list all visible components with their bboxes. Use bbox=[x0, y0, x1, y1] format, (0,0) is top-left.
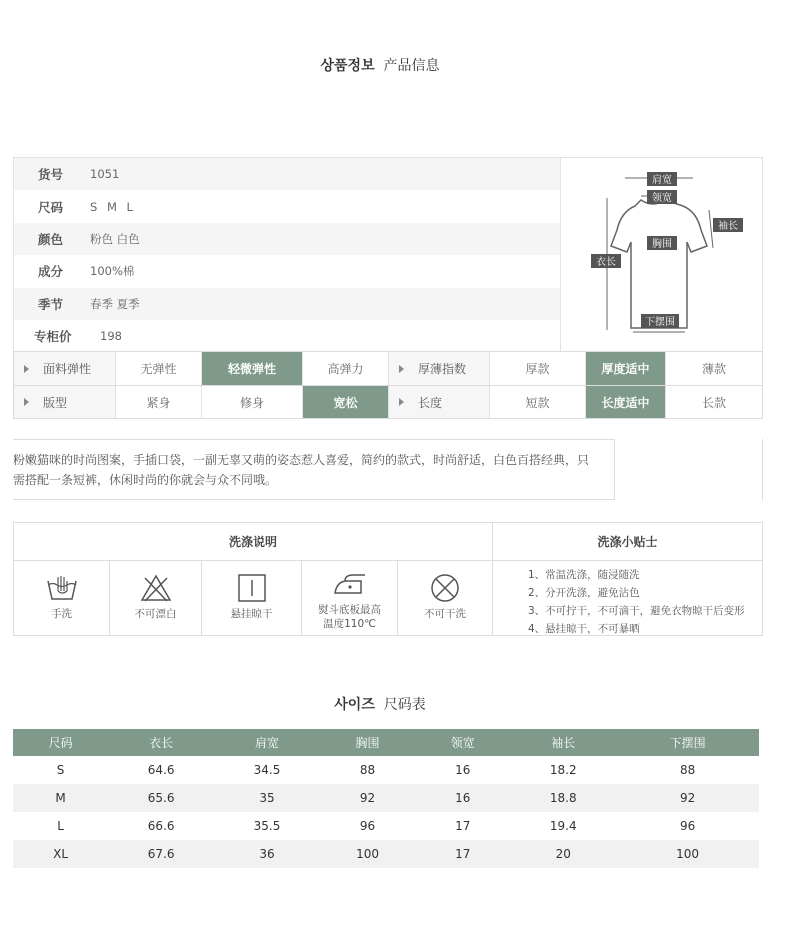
size-cell: 18.8 bbox=[510, 784, 616, 812]
size-col-header: 袖长 bbox=[510, 729, 616, 756]
attr-label-text: 面料弹性 bbox=[43, 362, 92, 376]
attr-option: 紧身 bbox=[116, 386, 202, 418]
size-table-header bbox=[13, 729, 759, 756]
label-chest: 胸围 bbox=[652, 239, 672, 250]
size-col-header: 肩宽 bbox=[214, 729, 320, 756]
info-key: 专柜价 bbox=[34, 329, 72, 345]
triangle-right-icon bbox=[24, 365, 29, 373]
size-cell: 17 bbox=[455, 819, 471, 833]
table-row bbox=[13, 840, 759, 868]
size-chart-title-chinese: 尺码表 bbox=[383, 697, 426, 713]
attr-option: 长款 bbox=[701, 395, 726, 410]
attr-label-elasticity bbox=[14, 352, 116, 385]
size-col-header: 胸围 bbox=[320, 729, 415, 756]
size-cell: 19.4 bbox=[549, 819, 577, 833]
wash-item-iron bbox=[302, 561, 398, 635]
info-value: 粉色 白色 bbox=[90, 231, 140, 246]
info-key: 季节 bbox=[38, 296, 64, 312]
size-cell: 16 bbox=[455, 763, 471, 777]
size-cell: 88 bbox=[679, 763, 696, 777]
label-sleeve: 袖长 bbox=[718, 221, 738, 232]
size-cell: 100 bbox=[616, 840, 759, 868]
info-row-sku bbox=[14, 158, 560, 190]
info-value: 100%棉 bbox=[90, 264, 135, 279]
attr-label-text: 长度 bbox=[418, 395, 443, 410]
triangle-right-icon bbox=[24, 398, 29, 406]
wash-label: 熨斗底板最高 bbox=[318, 604, 381, 616]
size-cell: 35 bbox=[214, 784, 320, 812]
washing-heading: 洗涤说明 bbox=[14, 523, 492, 561]
washing-icons bbox=[14, 561, 492, 635]
label-hem: 下摆围 bbox=[645, 317, 675, 328]
product-info-title-korean: 상품정보 bbox=[320, 58, 375, 74]
size-col-header: 下摆围 bbox=[616, 729, 759, 756]
size-cell: L bbox=[57, 819, 64, 833]
info-row-price bbox=[14, 320, 560, 352]
description-line-2: 需搭配一条短裤，休闲时尚的你就会与众不同哦。 bbox=[13, 473, 278, 487]
size-cell: 18.2 bbox=[549, 763, 577, 777]
wash-label: 不可干洗 bbox=[424, 608, 466, 620]
wash-label: 悬挂晾干 bbox=[230, 608, 273, 620]
attr-label-text: 版型 bbox=[43, 395, 68, 410]
attr-option-selected: 宽松 bbox=[303, 386, 389, 418]
size-col-header: 尺码 bbox=[13, 729, 108, 756]
hand-wash-icon bbox=[45, 573, 79, 603]
size-cell: 64.6 bbox=[147, 763, 175, 777]
info-row-season bbox=[14, 288, 560, 320]
size-cell: S bbox=[56, 763, 65, 777]
table-row bbox=[13, 784, 759, 812]
product-info-title-chinese: 产品信息 bbox=[383, 58, 440, 74]
info-value: 春季 夏季 bbox=[90, 296, 140, 311]
tip-item: 2、分开洗涤，避免沾色 bbox=[528, 587, 640, 599]
table-row bbox=[13, 756, 759, 784]
washing-panel bbox=[13, 522, 763, 636]
tip-item: 4、悬挂晾干，不可暴晒 bbox=[528, 623, 640, 635]
no-bleach-icon bbox=[139, 573, 173, 603]
size-chart-title-korean: 사이즈 bbox=[334, 697, 375, 713]
size-cell: 16 bbox=[415, 784, 510, 812]
wash-item-no-bleach bbox=[110, 561, 202, 635]
product-info-panel bbox=[13, 157, 763, 352]
size-cell: 36 bbox=[214, 840, 320, 868]
label-collar: 领宽 bbox=[652, 193, 672, 204]
attr-option-selected: 长度适中 bbox=[586, 386, 666, 418]
tshirt-measure-diagram bbox=[560, 158, 762, 351]
tip-item: 1、常温洗涤，随浸随洗 bbox=[528, 569, 640, 581]
size-cell: 96 bbox=[359, 819, 376, 833]
wash-label: 手洗 bbox=[51, 608, 72, 620]
attr-option: 厚款 bbox=[490, 352, 586, 385]
wash-label: 不可漂白 bbox=[134, 608, 177, 620]
attr-label-text: 厚薄指数 bbox=[418, 362, 467, 376]
tshirt-outline bbox=[611, 200, 707, 328]
info-key: 货号 bbox=[38, 167, 64, 183]
no-dry-clean-icon bbox=[428, 573, 462, 603]
wash-item-hand-wash bbox=[14, 561, 110, 635]
attr-option-selected: 轻微弹性 bbox=[202, 352, 303, 385]
size-cell: 92 bbox=[616, 784, 759, 812]
washing-tips-heading: 洗涤小贴士 bbox=[492, 523, 762, 561]
line-dry-icon bbox=[235, 573, 269, 603]
size-cell: 34.5 bbox=[253, 763, 281, 777]
attr-option: 短款 bbox=[490, 386, 586, 418]
attr-label-thickness bbox=[389, 352, 490, 385]
product-info-title bbox=[0, 55, 760, 75]
size-cell: 65.6 bbox=[108, 784, 214, 812]
info-row-material bbox=[14, 255, 560, 287]
info-row-color bbox=[14, 223, 560, 255]
size-cell: 88 bbox=[359, 763, 376, 777]
info-value: S M L bbox=[90, 199, 136, 214]
attr-option: 无弹性 bbox=[116, 352, 202, 385]
info-key: 尺码 bbox=[38, 199, 64, 215]
size-cell: 67.6 bbox=[108, 840, 214, 868]
divider bbox=[762, 439, 763, 501]
attr-row-fit-length bbox=[14, 385, 762, 418]
attr-option: 高弹力 bbox=[303, 352, 389, 385]
wash-item-line-dry bbox=[202, 561, 302, 635]
size-col-header: 衣长 bbox=[108, 729, 214, 756]
product-info-rows bbox=[14, 158, 560, 352]
description-line-1: 粉嫩猫咪的时尚图案，手插口袋，一副无辜又萌的姿态惹人喜爱，简约的款式，时尚舒适，白色百搭经典，只 bbox=[13, 453, 590, 467]
size-cell: 92 bbox=[320, 784, 415, 812]
table-row bbox=[13, 812, 759, 840]
wash-item-no-dry-clean bbox=[398, 561, 492, 635]
attribute-grid bbox=[13, 351, 763, 419]
size-cell: 17 bbox=[415, 840, 510, 868]
size-cell: 35.5 bbox=[253, 819, 281, 833]
size-cell: M bbox=[13, 784, 108, 812]
attr-option: 薄款 bbox=[701, 362, 726, 376]
info-row-size bbox=[14, 190, 560, 222]
size-cell: 20 bbox=[510, 840, 616, 868]
label-shoulder: 肩宽 bbox=[652, 175, 672, 186]
washing-tips bbox=[492, 561, 762, 635]
size-table bbox=[13, 729, 759, 868]
size-cell: 100 bbox=[320, 840, 415, 868]
sleeve-line bbox=[709, 210, 713, 248]
tshirt-diagram-svg bbox=[561, 158, 763, 351]
info-key: 颜色 bbox=[38, 231, 64, 247]
info-value: 1051 bbox=[90, 167, 120, 182]
product-description bbox=[13, 439, 615, 500]
attr-label-fit bbox=[14, 386, 116, 418]
attr-label-length bbox=[389, 386, 490, 418]
size-col-header: 领宽 bbox=[415, 729, 510, 756]
size-cell: XL bbox=[13, 840, 108, 868]
attr-option: 修身 bbox=[202, 386, 303, 418]
size-cell: 66.6 bbox=[147, 819, 175, 833]
info-key: 成分 bbox=[38, 264, 64, 280]
iron-icon bbox=[331, 571, 369, 599]
label-length: 衣长 bbox=[596, 257, 616, 268]
info-value: 198 bbox=[100, 329, 122, 344]
attr-option-selected: 厚度适中 bbox=[586, 352, 666, 385]
attr-row-elasticity-thickness bbox=[14, 352, 762, 385]
wash-label: 温度110℃ bbox=[323, 618, 376, 630]
size-chart-title bbox=[0, 694, 760, 714]
size-cell: 96 bbox=[679, 819, 696, 833]
triangle-right-icon bbox=[399, 365, 404, 373]
triangle-right-icon bbox=[399, 398, 404, 406]
tip-item: 3、不可拧干，不可滴干，避免衣物晾干后变形 bbox=[528, 605, 745, 617]
